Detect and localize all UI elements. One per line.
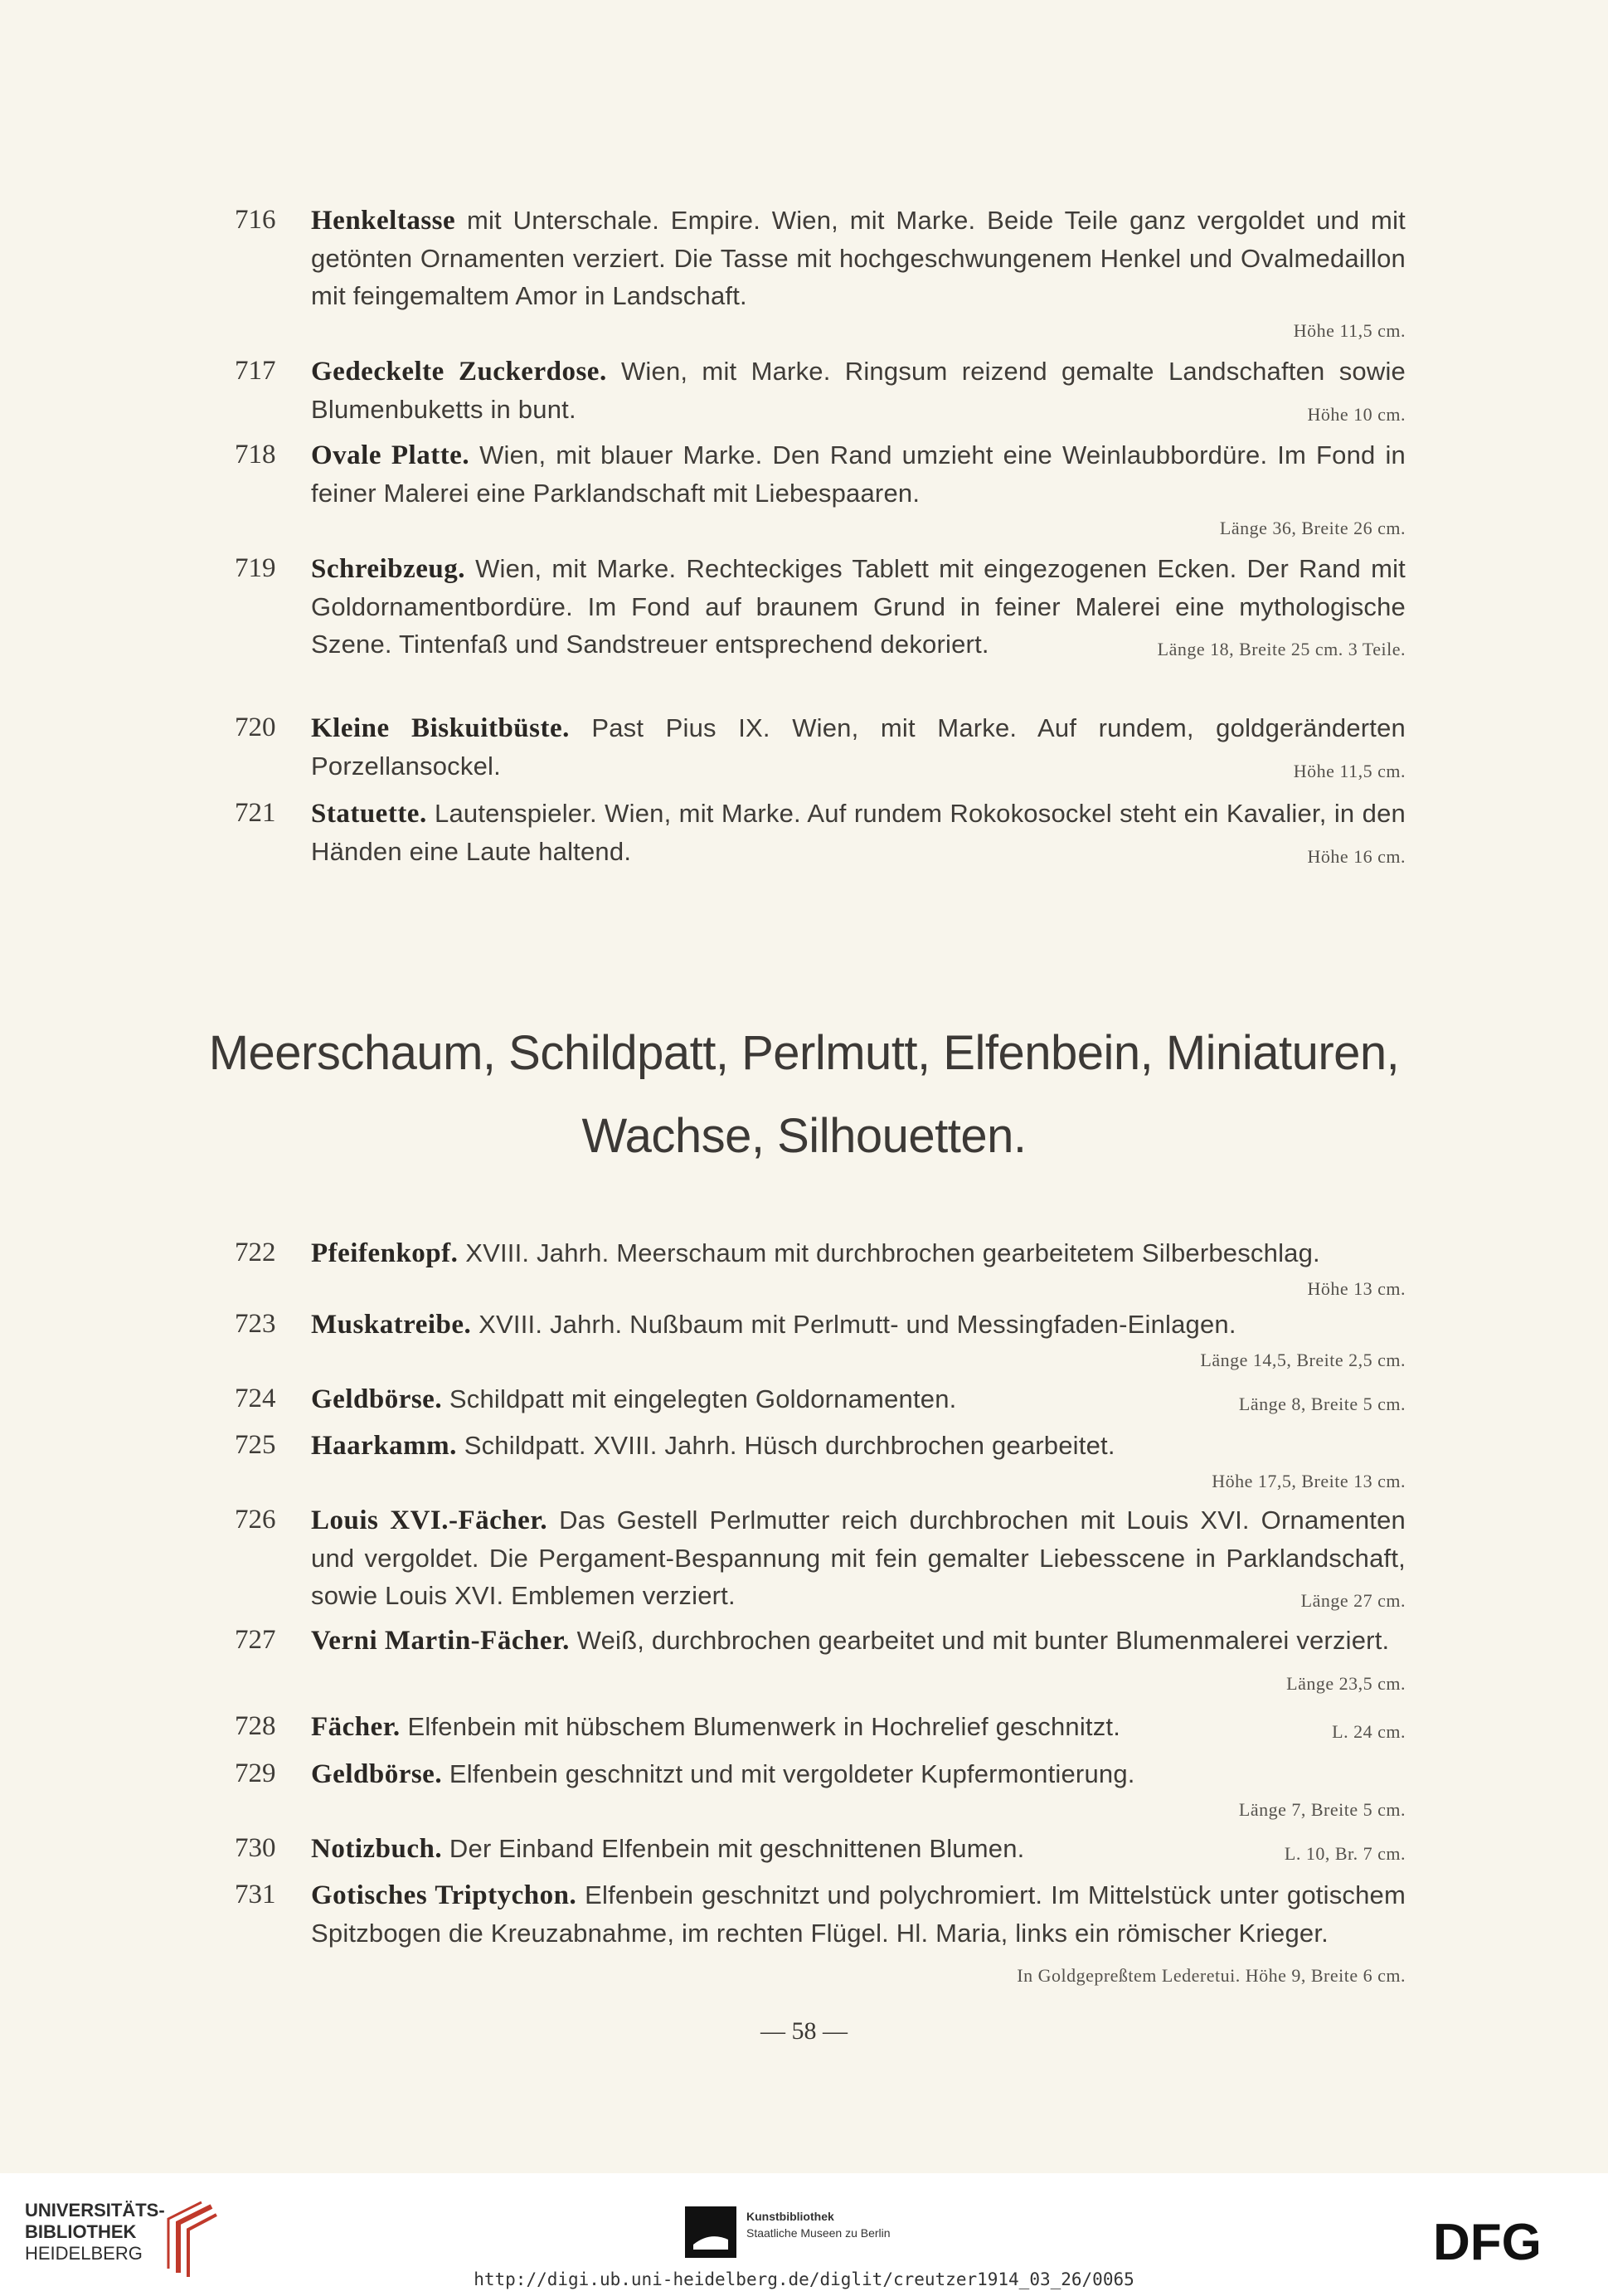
entry-number: 727 bbox=[235, 1625, 276, 1655]
entry-description: XVIII. Jahrh. Meerschaum mit durchbrochen gearbeitetem Silberbeschlag. bbox=[465, 1238, 1320, 1267]
entry-number: 725 bbox=[235, 1430, 276, 1460]
entry-measure: Höhe 13 cm. bbox=[1307, 1278, 1406, 1299]
entry-text bbox=[311, 1380, 1406, 1423]
entry-number: 730 bbox=[235, 1833, 276, 1863]
entry-title: Schreibzeug. bbox=[311, 554, 465, 584]
dfg-logo-icon bbox=[1433, 2216, 1582, 2266]
entry-measure: Höhe 10 cm. bbox=[1307, 404, 1406, 425]
uni-line1: UNIVERSITÄTS- bbox=[25, 2200, 165, 2221]
entry-description: Wien, mit blauer Marke. Den Rand umzieht eine Weinlaubbordüre. Im Fond in feiner Malerei eine Parklandschaft mit Liebespaaren. bbox=[311, 440, 1406, 508]
entry-description: Weiß, durchbrochen gearbeitet und mit bunter Blumenmalerei verziert. bbox=[576, 1626, 1390, 1655]
entry-text bbox=[311, 1622, 1406, 1702]
entry-text bbox=[311, 436, 1406, 545]
entry-text bbox=[311, 1427, 1406, 1498]
entry-description: Lautenspieler. Wien, mit Marke. Auf rundem Rokokosockel steht ein Kavalier, in den Händen eine Laute haltend. bbox=[311, 799, 1406, 866]
entry-description: mit Unterschale. Empire. Wien, mit Marke. Beide Teile ganz vergoldet und mit getönten Ornamenten verziert. Die Tasse mit hochgeschwungenem Henkel und Ovalmedaillon mit feingemaltem Amor in Landschaft. bbox=[311, 206, 1406, 310]
entry-text bbox=[311, 1708, 1406, 1750]
kb-line2: Staatliche Museen zu Berlin bbox=[746, 2226, 891, 2240]
section-heading-line1: Meerschaum, Schildpatt, Perlmutt, Elfenbein, Miniaturen, bbox=[208, 1026, 1400, 1080]
entry-text bbox=[311, 202, 1406, 348]
entry-text bbox=[311, 1501, 1406, 1619]
entry-text bbox=[311, 1234, 1406, 1306]
entry-title: Ovale Platte. bbox=[311, 440, 470, 470]
entry-number: 722 bbox=[235, 1238, 276, 1267]
entry-number: 721 bbox=[235, 798, 276, 828]
entry-title: Gedeckelte Zuckerdose. bbox=[311, 357, 607, 387]
entry-text bbox=[311, 353, 1406, 433]
entry-title: Notizbuch. bbox=[311, 1834, 443, 1864]
page-number: — 58 — bbox=[760, 2017, 848, 2045]
entry-measure: Höhe 11,5 cm. bbox=[1293, 761, 1406, 781]
entry-number: 731 bbox=[235, 1880, 276, 1909]
entry-number: 729 bbox=[235, 1758, 276, 1788]
entry-description: Das Gestell Perlmutter reich durchbrochen mit Louis XVI. Ornamenten und vergoldet. Die Pergament-Bespannung mit fein gemalter Liebesscene in Parklandschaft, sowie Louis XVI. Emblemen verziert. bbox=[311, 1506, 1406, 1610]
entry-measure: Länge 14,5, Breite 2,5 cm. bbox=[1200, 1350, 1406, 1370]
entry-number: 717 bbox=[235, 356, 276, 386]
entry-measure: Länge 18, Breite 25 cm. 3 Teile. bbox=[1157, 639, 1406, 659]
entry-text bbox=[311, 550, 1406, 668]
entry-measure: Länge 7, Breite 5 cm. bbox=[1238, 1799, 1406, 1820]
entry-description: Schildpatt. XVIII. Jahrh. Hüsch durchbrochen gearbeitet. bbox=[464, 1431, 1115, 1460]
entry-description: Elfenbein mit hübschem Blumenwerk in Hochrelief geschnitzt. bbox=[407, 1712, 1121, 1741]
entry-measure: L. 24 cm. bbox=[1332, 1721, 1406, 1742]
entry-number: 724 bbox=[235, 1384, 276, 1413]
entry-title: Fächer. bbox=[311, 1712, 401, 1742]
entry-text bbox=[311, 1876, 1406, 1994]
kb-line1: Kunstbibliothek bbox=[746, 2210, 834, 2223]
entry-title: Geldbörse. bbox=[311, 1759, 443, 1789]
uni-line3: HEIDELBERG bbox=[25, 2243, 143, 2264]
uni-line2: BIBLIOTHEK bbox=[25, 2221, 137, 2242]
entry-text bbox=[311, 1306, 1406, 1377]
entry-measure: Höhe 17,5, Breite 13 cm. bbox=[1212, 1471, 1406, 1491]
entry-number: 719 bbox=[235, 553, 276, 583]
entry-description: Past Pius IX. Wien, mit Marke. Auf rundem, goldgeränderten Porzellansockel. bbox=[311, 713, 1406, 781]
entry-title: Louis XVI.-Fächer. bbox=[311, 1506, 548, 1535]
entry-description: Schildpatt mit eingelegten Goldornamenten. bbox=[449, 1384, 957, 1413]
entry-measure: Höhe 11,5 cm. bbox=[1293, 320, 1406, 341]
entry-description: Elfenbein geschnitzt und polychromiert. Im Mittelstück unter gotischem Spitzbogen die Kreuzabnahme, im rechten Flügel. Hl. Maria, links ein römischer Krieger. bbox=[311, 1880, 1406, 1948]
entry-measure: Höhe 16 cm. bbox=[1307, 846, 1406, 867]
entry-number: 728 bbox=[235, 1711, 276, 1741]
entry-measure: Länge 23,5 cm. bbox=[1286, 1673, 1406, 1694]
entry-measure: Länge 8, Breite 5 cm. bbox=[1238, 1394, 1406, 1414]
entry-title: Pfeifenkopf. bbox=[311, 1238, 459, 1268]
entry-measure: L. 10, Br. 7 cm. bbox=[1284, 1843, 1406, 1864]
entry-number: 720 bbox=[235, 713, 276, 742]
entry-description: XVIII. Jahrh. Nußbaum mit Perlmutt- und Messingfaden-Einlagen. bbox=[479, 1310, 1236, 1339]
entry-measure: Länge 27 cm. bbox=[1300, 1590, 1406, 1611]
section-heading-line2: Wachse, Silhouetten. bbox=[581, 1109, 1027, 1163]
entry-title: Verni Martin-Fächer. bbox=[311, 1626, 570, 1656]
entry-measure: Länge 36, Breite 26 cm. bbox=[1219, 518, 1406, 538]
entry-title: Kleine Biskuitbüste. bbox=[311, 713, 570, 743]
entry-title: Haarkamm. bbox=[311, 1431, 457, 1461]
entry-title: Geldbörse. bbox=[311, 1384, 443, 1414]
university-library-logo-text bbox=[25, 2200, 165, 2264]
kunstbibliothek-logo-icon bbox=[685, 2206, 736, 2258]
entry-title: Muskatreibe. bbox=[311, 1310, 472, 1340]
entry-measure: In Goldgepreßtem Lederetui. Höhe 9, Breite 6 cm. bbox=[1017, 1965, 1406, 1986]
university-library-logo-icon bbox=[162, 2198, 220, 2281]
entry-text bbox=[311, 1830, 1406, 1872]
entry-number: 723 bbox=[235, 1309, 276, 1339]
entry-number: 726 bbox=[235, 1505, 276, 1535]
entry-description: Wien, mit Marke. Ringsum reizend gemalte Landschaften sowie Blumenbuketts in bunt. bbox=[311, 357, 1406, 424]
entry-title: Statuette. bbox=[311, 799, 427, 829]
kunstbibliothek-logo-text bbox=[746, 2208, 891, 2241]
entry-title: Henkeltasse bbox=[311, 206, 456, 236]
entry-text bbox=[311, 795, 1406, 875]
entry-description: Wien, mit Marke. Rechteckiges Tablett mit eingezogenen Ecken. Der Rand mit Goldornamentbordüre. Im Fond auf braunem Grund in feiner Malerei eine mythologische Szene. Tintenfaß und Sandstreuer entsprechend dekoriert. bbox=[311, 554, 1406, 659]
entry-title: Gotisches Triptychon. bbox=[311, 1880, 577, 1910]
digitization-footer bbox=[0, 2173, 1608, 2296]
permalink-url[interactable]: http://digi.ub.uni-heidelberg.de/diglit/creutzer1914_03_26/0065 bbox=[474, 2269, 1134, 2289]
entry-text bbox=[311, 1755, 1406, 1827]
entry-text bbox=[311, 709, 1406, 790]
entry-number: 716 bbox=[235, 205, 276, 235]
entry-description: Elfenbein geschnitzt und mit vergoldeter Kupfermontierung. bbox=[449, 1759, 1135, 1788]
entry-description: Der Einband Elfenbein mit geschnittenen Blumen. bbox=[449, 1834, 1025, 1863]
dfg-logo-text: DFG bbox=[1433, 2216, 1542, 2266]
entry-number: 718 bbox=[235, 440, 276, 469]
